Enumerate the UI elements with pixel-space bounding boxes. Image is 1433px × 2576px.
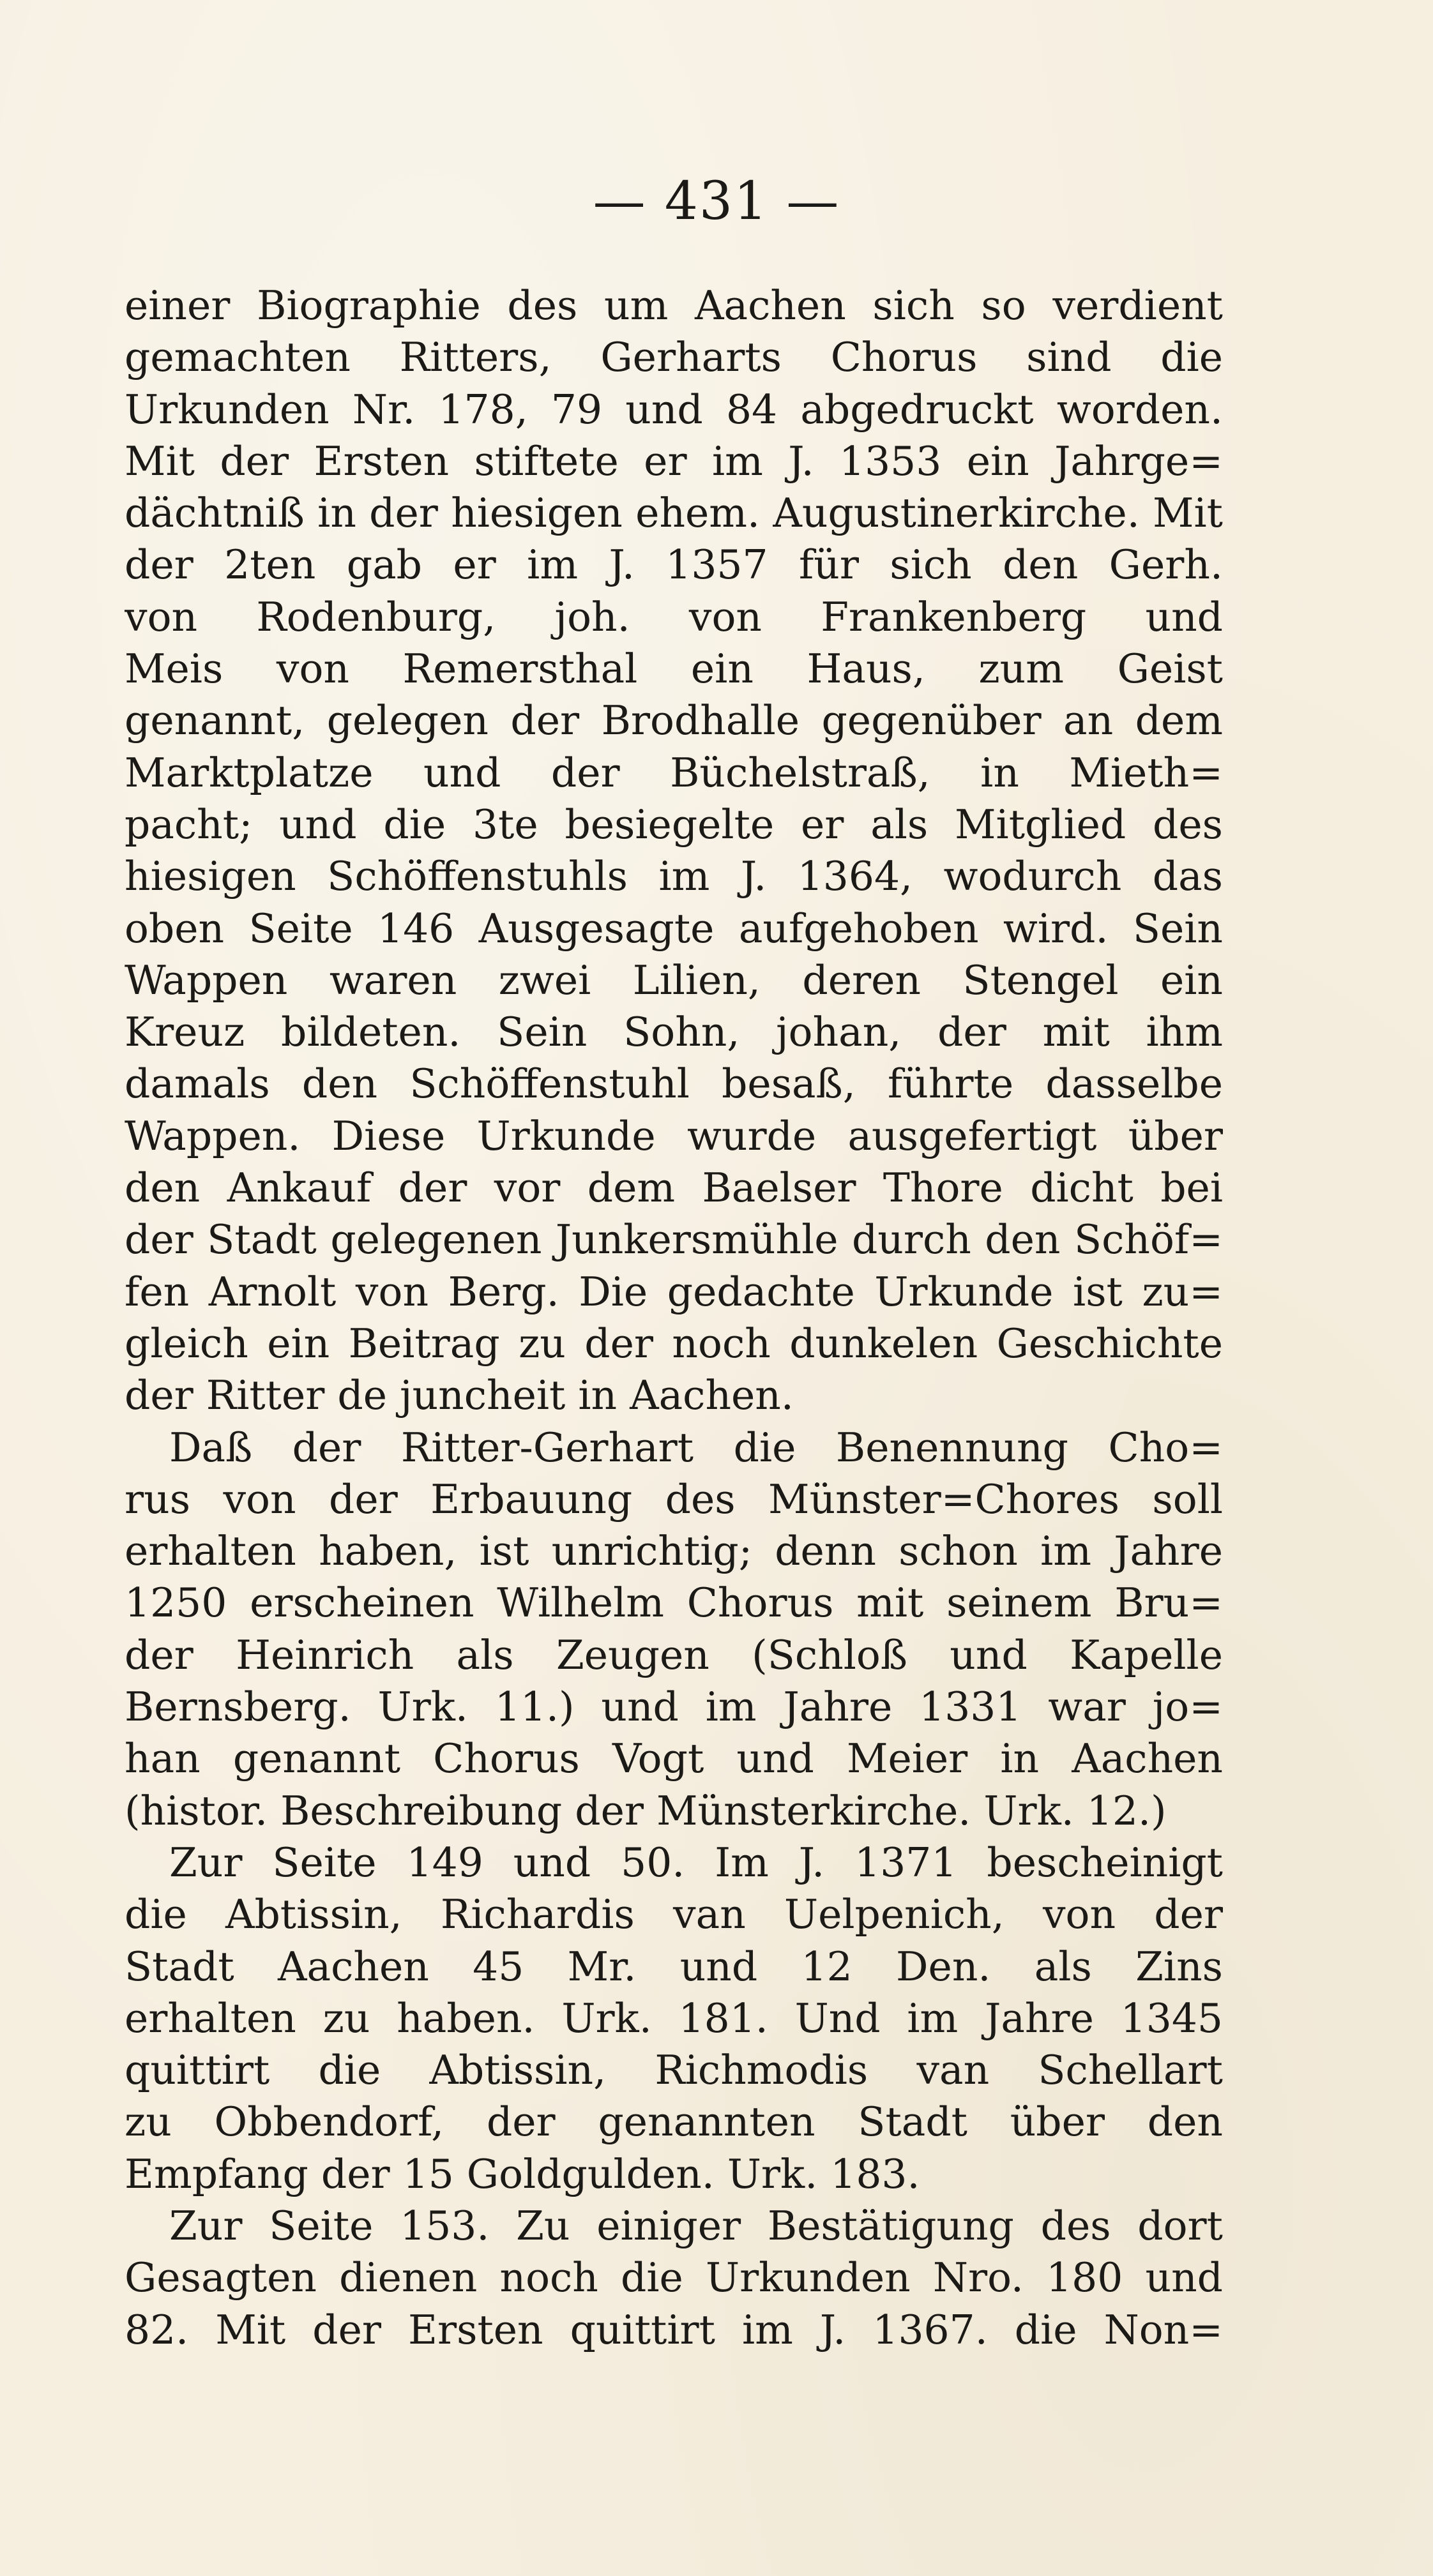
text-line: dächtniß in der hiesigen ehem. Augustinerkirche. Mit: [125, 490, 1223, 537]
text-line: (histor. Beschreibung der Münsterkirche. Urk. 12.): [125, 1787, 1167, 1834]
text-line: Kreuz bildeten. Sein Sohn, johan, der mit ihm: [125, 1009, 1223, 1056]
text-line: oben Seite 146 Ausgesagte aufgehoben wird. Sein: [125, 905, 1223, 952]
text-line: Urkunden Nr. 178, 79 und 84 abgedruckt worden.: [125, 386, 1223, 433]
text-line: der Stadt gelegenen Junkersmühle durch den Schöf=: [125, 1216, 1223, 1263]
text-line: der Ritter de juncheit in Aachen.: [125, 1372, 794, 1419]
text-line: erhalten haben, ist unrichtig; denn schon im Jahre: [125, 1528, 1223, 1575]
text-line: fen Arnolt von Berg. Die gedachte Urkunde ist zu=: [125, 1268, 1223, 1315]
text-line: Meis von Remersthal ein Haus, zum Geist: [125, 645, 1223, 693]
text-line: zu Obbendorf, der genannten Stadt über den: [125, 2098, 1223, 2146]
text-line: 1250 erscheinen Wilhelm Chorus mit seinem Bru=: [125, 1579, 1223, 1627]
text-line: einer Biographie des um Aachen sich so verdient: [125, 282, 1223, 329]
text-line: quittirt die Abtissin, Richmodis van Schellart: [125, 2047, 1223, 2094]
text-line: Mit der Ersten stiftete er im J. 1353 ein Jahrge=: [125, 437, 1223, 485]
text-line: Wappen waren zwei Lilien, deren Stengel ein: [125, 956, 1223, 1004]
page-number: — 431 —: [593, 171, 840, 232]
text-line: damals den Schöffenstuhl besaß, führte dasselbe: [125, 1060, 1223, 1108]
text-line: Gesagten dienen noch die Urkunden Nro. 180 und: [125, 2254, 1223, 2301]
text-line: hiesigen Schöffenstuhls im J. 1364, wodurch das: [125, 853, 1223, 900]
text-line: der Heinrich als Zeugen (Schloß und Kapelle: [125, 1631, 1223, 1678]
text-line: gleich ein Beitrag zu der noch dunkelen Geschichte: [125, 1320, 1223, 1367]
text-line: rus von der Erbauung des Münster=Chores soll: [125, 1475, 1223, 1523]
text-line: 82. Mit der Ersten quittirt im J. 1367. die Non=: [125, 2306, 1223, 2353]
text-line: Daß der Ritter-Gerhart die Benennung Cho=: [169, 1424, 1223, 1471]
body-text: [125, 280, 1223, 2356]
text-line: genannt, gelegen der Brodhalle gegenüber an dem: [125, 697, 1223, 744]
text-line: Zur Seite 149 und 50. Im J. 1371 bescheinigt: [169, 1839, 1223, 1886]
text-line: den Ankauf der vor dem Baelser Thore dicht bei: [125, 1164, 1223, 1212]
text-line: Bernsberg. Urk. 11.) und im Jahre 1331 war jo=: [125, 1683, 1223, 1731]
text-line: Marktplatze und der Büchelstraß, in Mieth=: [125, 749, 1223, 796]
text-line: Stadt Aachen 45 Mr. und 12 Den. als Zins: [125, 1943, 1223, 1990]
text-line: gemachten Ritters, Gerharts Chorus sind die: [125, 334, 1223, 381]
text-line: die Abtissin, Richardis van Uelpenich, von der: [125, 1891, 1223, 1938]
text-line: Empfang der 15 Goldgulden. Urk. 183.: [125, 2150, 920, 2197]
text-line: Zur Seite 153. Zu einiger Bestätigung des dort: [169, 2202, 1223, 2249]
text-line: han genannt Chorus Vogt und Meier in Aachen: [125, 1735, 1223, 1782]
text-line: Wappen. Diese Urkunde wurde ausgefertigt über: [125, 1112, 1223, 1159]
text-line: pacht; und die 3te besiegelte er als Mitglied des: [125, 801, 1223, 848]
text-line: erhalten zu haben. Urk. 181. Und im Jahre 1345: [125, 1994, 1223, 2042]
text-line: von Rodenburg, joh. von Frankenberg und: [125, 593, 1223, 640]
text-line: der 2ten gab er im J. 1357 für sich den Gerh.: [125, 541, 1223, 589]
